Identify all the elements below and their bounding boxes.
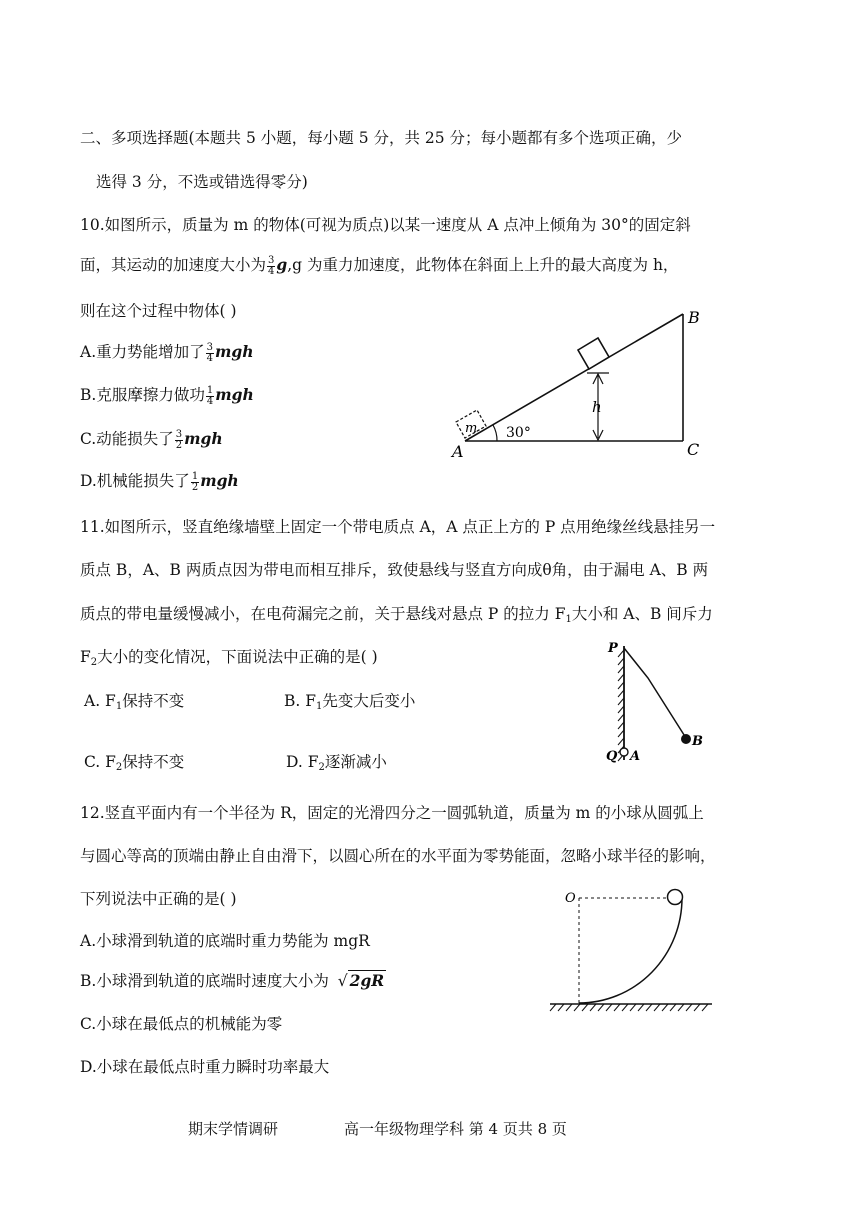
q10-accel-fraction: $\frac{3}{4}$ bbox=[268, 254, 275, 277]
ground-hatching bbox=[550, 1004, 708, 1011]
label-c: C bbox=[687, 440, 700, 459]
q10-stem-line2: 面，其运动的加速度大小为 $\frac{3}{4}$ g,g 为重力加速度，此物体在斜面上上升的最大高度为 h， bbox=[80, 254, 679, 277]
q11-stem-line1: 11.如图所示，竖直绝缘墙壁上固定一个带电质点 A，A 点正上方的 P 点用绝缘丝线悬挂另一 bbox=[80, 518, 716, 536]
q10-stem-line3: 则在这个过程中物体( ) bbox=[80, 302, 237, 320]
q12-option-d: D.小球在最低点时重力瞬时功率最大 bbox=[80, 1058, 330, 1076]
label-q: Q bbox=[606, 749, 618, 764]
section-title-line2: 选得 3 分，不选或错选得零分) bbox=[96, 173, 308, 191]
ball bbox=[668, 890, 683, 905]
label-m: m bbox=[465, 421, 478, 436]
q10-option-c: C.动能损失了 $\frac{3}{2}$ mgh bbox=[80, 428, 223, 451]
q12-option-b: B.小球滑到轨道的底端时速度大小为 √ 2gR bbox=[80, 971, 385, 990]
footer-right: 高一年级物理学科 第 4 页共 8 页 bbox=[344, 1120, 567, 1138]
q11-stem-line3: 质点的带电量缓慢减小，在电荷漏完之前，关于悬线对悬点 P 的拉力 $F_1$大小和 A、B 间斥力 bbox=[80, 605, 713, 625]
q12-option-a: A.小球滑到轨道的底端时重力势能为 mgR bbox=[80, 932, 370, 950]
section-title-line1: 二、多项选择题(本题共 5 小题，每小题 5 分，共 25 分；每小题都有多个选项正确，少 bbox=[80, 129, 683, 147]
label-b-ball: B bbox=[692, 734, 703, 749]
q11-option-b: B. $F_1$先变大后变小 bbox=[284, 692, 416, 712]
q10-stem-line1: 10.如图所示，质量为 m 的物体(可视为质点)以某一速度从 A 点冲上倾角为 30°的固定斜 bbox=[80, 216, 691, 234]
q11-option-c: C. $F_2$保持不变 bbox=[84, 753, 185, 773]
label-p: P bbox=[608, 641, 618, 656]
q10-option-d: D.机械能损失了 $\frac{1}{2}$ mgh bbox=[80, 470, 239, 493]
q12-stem-line3: 下列说法中正确的是( ) bbox=[80, 890, 237, 908]
q12-stem-line1: 12.竖直平面内有一个半径为 R，固定的光滑四分之一圆弧轨道，质量为 m 的小球从圆弧上 bbox=[80, 804, 704, 822]
label-a-charge: A bbox=[630, 749, 641, 764]
q10-option-a: A.重力势能增加了 $\frac{3}{4}$ mgh bbox=[80, 341, 254, 364]
q11-option-d: D. $F_2$逐渐减小 bbox=[286, 753, 387, 773]
q11-stem-line2: 质点 B，A、B 两质点因为带电而相互排斥，致使悬线与竖直方向成θ角，由于漏电 A、B 两 bbox=[80, 561, 709, 579]
label-b: B bbox=[688, 308, 700, 327]
label-a: A bbox=[452, 442, 464, 461]
q10-option-b: B.克服摩擦力做功 $\frac{1}{4}$ mgh bbox=[80, 384, 254, 407]
label-h: h bbox=[592, 398, 602, 416]
arc-track bbox=[579, 898, 682, 1003]
q12-stem-line2: 与圆心等高的顶端由静止自由滑下，以圆心所在的水平面为零势能面，忽略小球半径的影响， bbox=[80, 847, 716, 865]
q11-stem-line4: $F_2$大小的变化情况，下面说法中正确的是( ) bbox=[80, 648, 378, 668]
label-angle: 30° bbox=[506, 425, 531, 441]
q11-option-a: A. $F_1$保持不变 bbox=[84, 692, 185, 712]
footer-left: 期末学情调研 bbox=[188, 1120, 279, 1138]
label-o: O bbox=[565, 891, 576, 906]
q12-option-c: C.小球在最低点的机械能为零 bbox=[80, 1015, 283, 1033]
